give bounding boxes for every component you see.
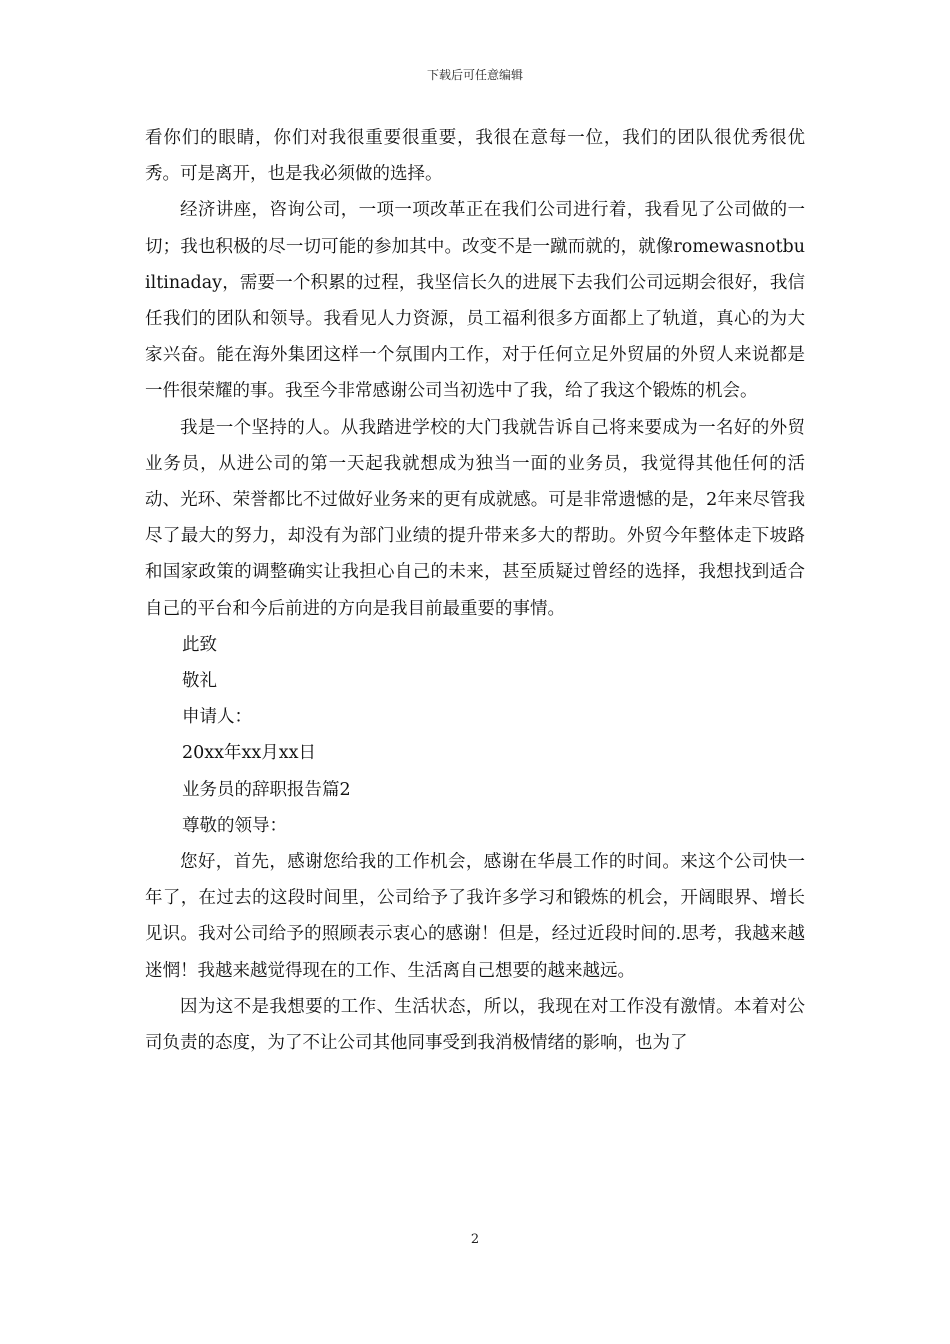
applicant-label: 申请人： bbox=[182, 707, 252, 728]
body-paragraph: 您好，首先，感谢您给我的工作机会，感谢在华晨工作的时间。来这个公司快一年了，在过去的这段时间里，公司给予了我许多学习和锻炼的机会，开阔眼界、增长见识。我对公司给予的照顾表示衷心的感谢！但是，经过近段时间的.思考，我越来越迷惘！我越来越觉得现在的工作、生活离自己想要的越来越远。 bbox=[145, 852, 805, 981]
greeting-line: 尊敬的领导： bbox=[182, 815, 287, 836]
body-paragraph: 看你们的眼睛，你们对我很重要很重要，我很在意每一位，我们的团队很优秀很优秀。可是离开，也是我必须做的选择。 bbox=[145, 128, 805, 185]
date-line: 20xx年xx月xx日 bbox=[182, 743, 316, 764]
closing-regards: 敬礼 bbox=[182, 671, 217, 692]
closing-salutation: 此致 bbox=[182, 634, 217, 655]
document-body bbox=[145, 120, 805, 1061]
section-title: 业务员的辞职报告篇2 bbox=[182, 779, 351, 800]
body-paragraph: 因为这不是我想要的工作、生活状态，所以，我现在对工作没有激情。本着对公司负责的态度，为了不让公司其他同事受到我消极情绪的影响，也为了 bbox=[145, 996, 805, 1054]
body-paragraph: 经济讲座，咨询公司，一项一项改革正在我们公司进行着，我看见了公司做的一切；我也积极的尽一切可能的参加其中。改变不是一蹴而就的，就像romewasnotbuiltinaday，需要一个积累的过程，我坚信长久的进展下去我们公司远期会很好，我信任我们的团队和领导。我看见人力资源，员工福利很多方面都上了轨道，真心的为大家兴奋。能在海外集团这样一个氛围内工作，对于任何立足外贸届的外贸人来说都是一件很荣耀的事。我至今非常感谢公司当初选中了我，给了我这个锻炼的机会。 bbox=[145, 200, 805, 402]
page-number: 2 bbox=[470, 1232, 480, 1247]
body-paragraph: 我是一个坚持的人。从我踏进学校的大门我就告诉自己将来要成为一名好的外贸业务员，从进公司的第一天起我就想成为独当一面的业务员，我觉得其他任何的活动、光环、荣誉都比不过做好业务来的更有成就感。可是非常遗憾的是，2年来尽管我尽了最大的努力，却没有为部门业绩的提升带来多大的帮助。外贸今年整体走下坡路和国家政策的调整确实让我担心自己的未来，甚至质疑过曾经的选择，我想找到适合自己的平台和今后前进的方向是我目前最重要的事情。 bbox=[145, 417, 805, 619]
page-header-note: 下载后可任意编辑 bbox=[426, 68, 523, 82]
